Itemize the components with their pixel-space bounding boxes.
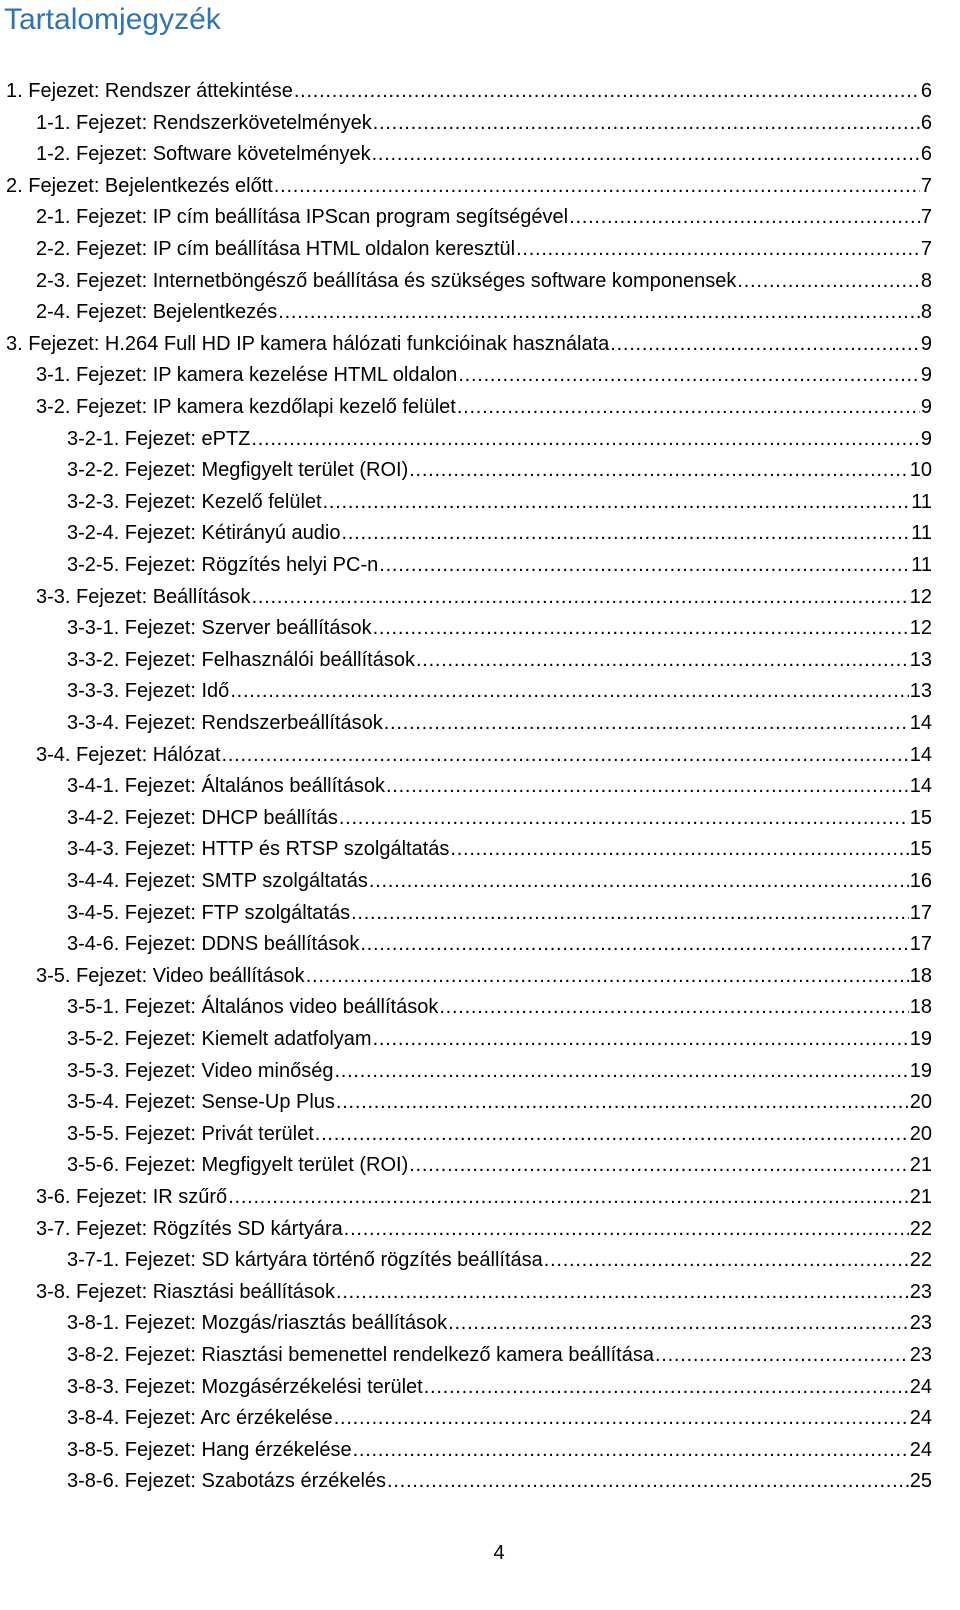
toc-entry-page: 23 [909, 1344, 932, 1366]
toc-entry-label: 3-3-1. Fejezet: Szerver beállítások [67, 617, 372, 640]
dot-leader [353, 1437, 909, 1463]
toc-entry-label: 3. Fejezet: H.264 Full HD IP kamera hálózati funkcióinak használata [6, 332, 610, 355]
dot-leader [544, 1247, 909, 1273]
toc-entry-page: 16 [909, 870, 932, 892]
dot-leader [655, 1342, 909, 1368]
toc-entry-label: 3-4. Fejezet: Hálózat [36, 743, 221, 766]
toc-entry-label: 3-5-1. Fejezet: Általános video beállítások [67, 996, 439, 1019]
toc-entry-page: 7 [920, 206, 932, 229]
toc-entry[interactable] [36, 578, 932, 610]
toc-entry-page: 24 [909, 1438, 932, 1461]
dot-leader [274, 173, 920, 199]
dot-leader [342, 520, 911, 546]
toc-entry-label: 3-4-3. Fejezet: HTTP és RTSP szolgáltatás [67, 838, 450, 861]
toc-entry[interactable] [36, 1178, 932, 1210]
toc-entry-page: 12 [909, 585, 932, 608]
toc-entry-page: 8 [920, 301, 932, 324]
toc-entry[interactable] [67, 988, 932, 1020]
toc-entry-label: 2-2. Fejezet: IP cím beállítása HTML oldalon keresztül [36, 238, 516, 260]
dot-leader [252, 584, 909, 610]
toc-entry-label: 2-4. Fejezet: Bejelentkezés [36, 301, 278, 324]
toc-entry[interactable] [67, 1052, 932, 1084]
toc-entry-page: 6 [920, 111, 932, 134]
dot-leader [387, 1468, 909, 1494]
dot-leader [373, 110, 920, 136]
dot-leader [569, 204, 920, 230]
toc-entry-label: 3-5-2. Fejezet: Kiemelt adatfolyam [67, 1028, 372, 1050]
toc-entry-label: 3-2-3. Fejezet: Kezelő felület [67, 490, 322, 513]
dot-leader [351, 900, 909, 926]
dot-leader [369, 868, 909, 894]
toc-entry-page: 18 [909, 996, 932, 1019]
dot-leader [315, 1121, 909, 1147]
toc-entry-label: 3-3-4. Fejezet: Rendszerbeállítások [67, 712, 383, 734]
toc-entry[interactable] [67, 1462, 932, 1494]
toc-entry-label: 3-4-2. Fejezet: DHCP beállítás [67, 806, 338, 829]
toc-entry[interactable] [67, 1336, 932, 1368]
toc-entry-page: 7 [920, 238, 932, 260]
dot-leader [230, 678, 908, 704]
toc-entry-page: 20 [909, 1091, 932, 1114]
dot-leader [450, 836, 908, 862]
dot-leader [458, 362, 920, 388]
toc-entry-label: 3-7-1. Fejezet: SD kártyára történő rögzítés beállítása [67, 1249, 543, 1272]
dot-leader [336, 1089, 909, 1115]
toc-entry[interactable] [36, 135, 932, 167]
toc-entry-label: 3-5-6. Fejezet: Megfigyelt terület (ROI) [67, 1154, 409, 1177]
toc-entry-label: 1-1. Fejezet: Rendszerkövetelmények [36, 111, 372, 134]
toc-entry-label: 2-3. Fejezet: Internetböngésző beállítása és szükséges software komponensek [36, 269, 737, 292]
dot-leader [222, 742, 909, 768]
toc-entry-page: 12 [909, 617, 932, 640]
toc-entry-page: 11 [911, 522, 932, 545]
dot-leader [278, 299, 920, 325]
toc-entry-label: 3-2-1. Fejezet: ePTZ [67, 427, 251, 450]
dot-leader [228, 1184, 909, 1210]
toc-entry[interactable] [36, 262, 932, 294]
toc-entry-page: 23 [909, 1312, 932, 1335]
toc-entry-label: 3-5-5. Fejezet: Privát terület [67, 1122, 314, 1145]
toc-entry[interactable] [36, 1210, 932, 1242]
toc-entry-label: 3-4-1. Fejezet: Általános beállítások [67, 775, 385, 798]
toc-entry-page: 22 [909, 1249, 932, 1272]
toc-entry[interactable] [67, 420, 932, 452]
dot-leader [379, 552, 910, 578]
toc-entry-page: 11 [911, 554, 932, 576]
toc-entry-page: 18 [909, 964, 932, 987]
dot-leader [339, 805, 909, 831]
dot-leader [336, 1279, 909, 1305]
dot-leader [448, 1310, 909, 1336]
dot-leader [516, 236, 920, 262]
toc-entry[interactable] [36, 1273, 932, 1305]
toc-entry[interactable] [67, 862, 932, 894]
toc-heading: Tartalomjegyzék [4, 3, 221, 36]
toc-entry[interactable] [36, 356, 932, 388]
toc-entry-page: 21 [909, 1186, 932, 1208]
toc-entry[interactable] [36, 293, 932, 325]
toc-entry[interactable] [67, 1368, 932, 1400]
toc-entry-label: 3-1. Fejezet: IP kamera kezelése HTML oldalon [36, 364, 458, 387]
toc-entry-label: 1. Fejezet: Rendszer áttekintése [6, 80, 293, 102]
dot-leader [360, 931, 908, 957]
toc-entry[interactable] [67, 1083, 932, 1115]
toc-entry-page: 7 [920, 174, 932, 197]
toc-entry-label: 2. Fejezet: Bejelentkezés előtt [6, 174, 273, 197]
dot-leader [386, 773, 909, 799]
toc-entry-page: 14 [909, 775, 932, 798]
dot-leader [306, 963, 909, 989]
toc-entry-page: 19 [909, 1028, 932, 1050]
toc-entry[interactable] [67, 767, 932, 799]
toc-entry-label: 3-3-2. Fejezet: Felhasználói beállítások [67, 648, 415, 671]
dot-leader [373, 615, 909, 641]
toc-entry[interactable] [67, 641, 932, 673]
toc-entry[interactable] [36, 230, 932, 262]
toc-entry-page: 8 [920, 269, 932, 292]
dot-leader [372, 141, 920, 167]
toc-entry-page: 24 [909, 1407, 932, 1430]
toc-entry[interactable] [36, 388, 932, 420]
dot-leader [737, 268, 919, 294]
toc-entry[interactable] [6, 167, 932, 199]
toc-entry-label: 3-7. Fejezet: Rögzítés SD kártyára [36, 1217, 343, 1240]
toc-entry[interactable] [67, 1115, 932, 1147]
toc-entry-label: 3-2-2. Fejezet: Megfigyelt terület (ROI) [67, 459, 409, 482]
toc-entry-page: 13 [909, 648, 932, 671]
toc-entry-page: 14 [909, 712, 932, 734]
toc-entry-label: 3-8-6. Fejezet: Szabotázs érzékelés [67, 1470, 387, 1493]
toc-entry-label: 3-8-3. Fejezet: Mozgásérzékelési terület [67, 1375, 423, 1398]
toc-entry-page: 6 [920, 80, 932, 102]
dot-leader [457, 394, 920, 420]
toc-entry-page: 22 [909, 1217, 932, 1240]
toc-entry[interactable] [6, 325, 932, 357]
toc-entry-label: 3-2-4. Fejezet: Kétirányú audio [67, 522, 341, 545]
toc-entry[interactable] [36, 104, 932, 136]
page-number: 4 [493, 1542, 505, 1564]
toc-entry-label: 3-8-2. Fejezet: Riasztási bemenettel rendelkező kamera beállítása [67, 1344, 654, 1366]
toc-entry[interactable] [67, 1020, 932, 1052]
toc-entry-label: 3-8-5. Fejezet: Hang érzékelése [67, 1438, 352, 1461]
toc-entry[interactable] [67, 451, 932, 483]
toc-entry-label: 3-5-3. Fejezet: Video minőség [67, 1059, 334, 1082]
dot-leader [373, 1026, 909, 1052]
toc-entry-page: 19 [909, 1059, 932, 1082]
toc-entry-page: 23 [909, 1280, 932, 1303]
toc-entry-page: 11 [911, 490, 932, 513]
toc-entry[interactable] [36, 736, 932, 768]
toc-entry-page: 9 [920, 396, 932, 418]
toc-entry-label: 3-5. Fejezet: Video beállítások [36, 964, 305, 987]
toc-entry-page: 6 [920, 143, 932, 166]
dot-leader [334, 1058, 908, 1084]
toc-entry-label: 3-5-4. Fejezet: Sense-Up Plus [67, 1091, 335, 1114]
toc-entry[interactable] [36, 957, 932, 989]
toc-entry[interactable] [67, 1304, 932, 1336]
dot-leader [344, 1216, 909, 1242]
toc-entry[interactable] [67, 830, 932, 862]
toc-entry-label: 3-6. Fejezet: IR szűrő [36, 1186, 228, 1208]
toc-entry-label: 3-8-4. Fejezet: Arc érzékelése [67, 1407, 333, 1430]
toc-entry-page: 20 [909, 1122, 932, 1145]
toc-entry[interactable] [67, 483, 932, 515]
toc-entry-page: 15 [909, 838, 932, 861]
toc-entry-page: 21 [909, 1154, 932, 1177]
dot-leader [334, 1405, 909, 1431]
toc-entry-label: 3-2. Fejezet: IP kamera kezdőlapi kezelő felület [36, 396, 456, 418]
toc-entry-page: 15 [909, 806, 932, 829]
toc-entry[interactable] [36, 198, 932, 230]
toc-entry-label: 3-8-1. Fejezet: Mozgás/riasztás beállítások [67, 1312, 448, 1335]
dot-leader [439, 994, 908, 1020]
toc-entry-page: 14 [909, 743, 932, 766]
dot-leader [323, 489, 911, 515]
toc-entry-label: 3-3-3. Fejezet: Idő [67, 680, 230, 703]
toc-entry-page: 9 [920, 427, 932, 450]
toc-entry[interactable] [67, 704, 932, 736]
toc-entry-label: 3-4-6. Fejezet: DDNS beállítások [67, 933, 360, 956]
toc-entry-label: 3-2-5. Fejezet: Rögzítés helyi PC-n [67, 554, 379, 576]
toc-entry[interactable] [67, 609, 932, 641]
toc-entry-page: 10 [909, 459, 932, 482]
toc-entry-page: 9 [920, 332, 932, 355]
toc-entry-label: 3-3. Fejezet: Beállítások [36, 585, 251, 608]
toc-entry-label: 1-2. Fejezet: Software követelmények [36, 143, 371, 166]
toc-entry-label: 3-4-5. Fejezet: FTP szolgáltatás [67, 901, 351, 924]
toc-entry-label: 3-8. Fejezet: Riasztási beállítások [36, 1280, 336, 1303]
toc-entry-page: 17 [909, 901, 932, 924]
toc-entry[interactable] [67, 925, 932, 957]
toc-entry[interactable] [67, 1241, 932, 1273]
toc-entry-page: 25 [909, 1470, 932, 1493]
toc-entry[interactable] [67, 799, 932, 831]
dot-leader [416, 647, 909, 673]
toc-entry-page: 9 [920, 364, 932, 387]
dot-leader [409, 1152, 909, 1178]
toc-entry-page: 24 [909, 1375, 932, 1398]
dot-leader [610, 331, 920, 357]
toc-entry-page: 17 [909, 933, 932, 956]
toc-entry[interactable] [67, 1431, 932, 1463]
toc-entry[interactable] [67, 1399, 932, 1431]
dot-leader [409, 457, 909, 483]
toc-entry[interactable] [67, 672, 932, 704]
toc-entry[interactable] [67, 894, 932, 926]
toc-entry-label: 2-1. Fejezet: IP cím beállítása IPScan program segítségével [36, 206, 569, 229]
dot-leader [294, 78, 920, 104]
toc-entry[interactable] [67, 514, 932, 546]
toc-entry[interactable] [67, 1146, 932, 1178]
toc-entry-label: 3-4-4. Fejezet: SMTP szolgáltatás [67, 870, 368, 892]
toc-entry[interactable] [67, 546, 932, 578]
dot-leader [424, 1374, 909, 1400]
dot-leader [384, 710, 909, 736]
dot-leader [251, 426, 919, 452]
toc-entry[interactable] [6, 72, 932, 104]
toc-entry-page: 13 [909, 680, 932, 703]
